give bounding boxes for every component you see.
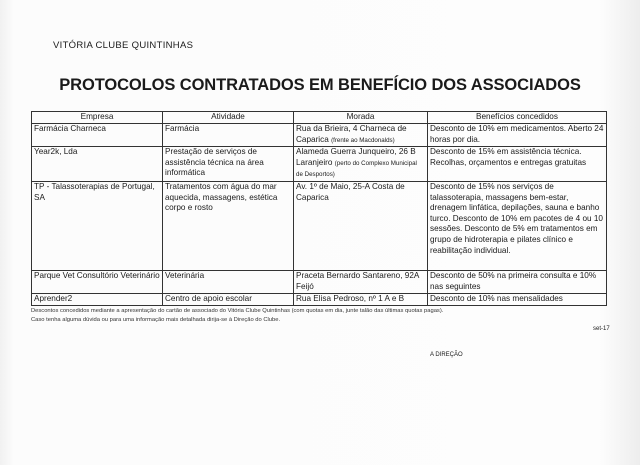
- cell-empresa: Farmácia Charneca: [32, 124, 163, 147]
- footer-note-contact: Caso tenha alguma dúvida ou para uma informação mais detalhada dirija-se à Direção do Clube.: [31, 317, 281, 323]
- protocols-table: [31, 111, 607, 306]
- cell-atividade: Centro de apoio escolar: [163, 293, 294, 305]
- header-morada: Morada: [294, 112, 428, 124]
- address-text: Alameda Guerra Junqueiro, 26 B Laranjeiro: [296, 147, 416, 167]
- table-header-row: [32, 112, 607, 124]
- header-beneficios: Benefícios concedidos: [428, 112, 607, 124]
- cell-atividade: Prestação de serviços de assistência técnica na área informática: [163, 147, 294, 182]
- cell-beneficios: Desconto de 15% em assistência técnica. Recolhas, orçamentos e entregas gratuitas: [428, 147, 607, 182]
- header-empresa: Empresa: [32, 112, 163, 124]
- page-title: PROTOCOLOS CONTRATADOS EM BENEFÍCIO DOS ASSOCIADOS: [59, 76, 581, 94]
- cell-morada: Praceta Bernardo Santareno, 92A Feijó: [294, 270, 428, 293]
- address-text: Rua da Brieira, 4 Charneca de Caparica: [296, 124, 407, 144]
- cell-empresa: Aprender2: [32, 293, 163, 305]
- cell-atividade: Tratamentos com água do mar aquecida, massagens, estética corpo e rosto: [163, 181, 294, 270]
- table-row: [32, 124, 607, 147]
- table-row: [32, 270, 607, 293]
- cell-atividade: Veterinária: [163, 270, 294, 293]
- cell-empresa: Year2k, Lda: [32, 147, 163, 182]
- cell-beneficios: Desconto de 15% nos serviços de talassoterapia, massagens bem-estar, drenagem linfática, depilações, sauna e banho turco. Desconto de 10% em pacotes de 4 ou 10 sessões. Desconto de 5% em tratamentos em grupo de hidroterapia e pilates clínico e reabilitação individual.: [428, 181, 607, 270]
- cell-atividade: Farmácia: [163, 124, 294, 147]
- cell-beneficios: Desconto de 10% em medicamentos. Aberto 24 horas por dia.: [428, 124, 607, 147]
- cell-empresa: Parque Vet Consultório Veterinário: [32, 270, 163, 293]
- header-atividade: Atividade: [163, 112, 294, 124]
- cell-beneficios: Desconto de 10% nas mensalidades: [428, 293, 607, 305]
- footer-note-discounts: Descontos concedidos mediante a apresentação do cartão de associado do Vitória Clube Quintinhas (com quotas em dia, junte talão das últimas quotas pagas).: [31, 308, 444, 314]
- cell-morada: Rua Elisa Pedroso, nº 1 A e B: [294, 293, 428, 305]
- address-note: (frente ao Macdonalds): [331, 136, 395, 144]
- address-note: (perto do Complexo Municipal de Desportos): [296, 159, 417, 179]
- table-row: [32, 147, 607, 182]
- table-row: [32, 181, 607, 270]
- signature-label: A DIREÇÃO: [430, 352, 463, 358]
- cell-morada: [294, 147, 428, 182]
- cell-beneficios: Desconto de 50% na primeira consulta e 10% nas seguintes: [428, 270, 607, 293]
- cell-empresa: TP - Talassoterapias de Portugal, SA: [32, 181, 163, 270]
- table-row: [32, 293, 607, 305]
- club-name: VITÓRIA CLUBE QUINTINHAS: [53, 40, 194, 51]
- document-code: set-17: [593, 326, 610, 332]
- cell-morada: Av. 1º de Maio, 25-A Costa de Caparica: [294, 181, 428, 270]
- cell-morada: [294, 124, 428, 147]
